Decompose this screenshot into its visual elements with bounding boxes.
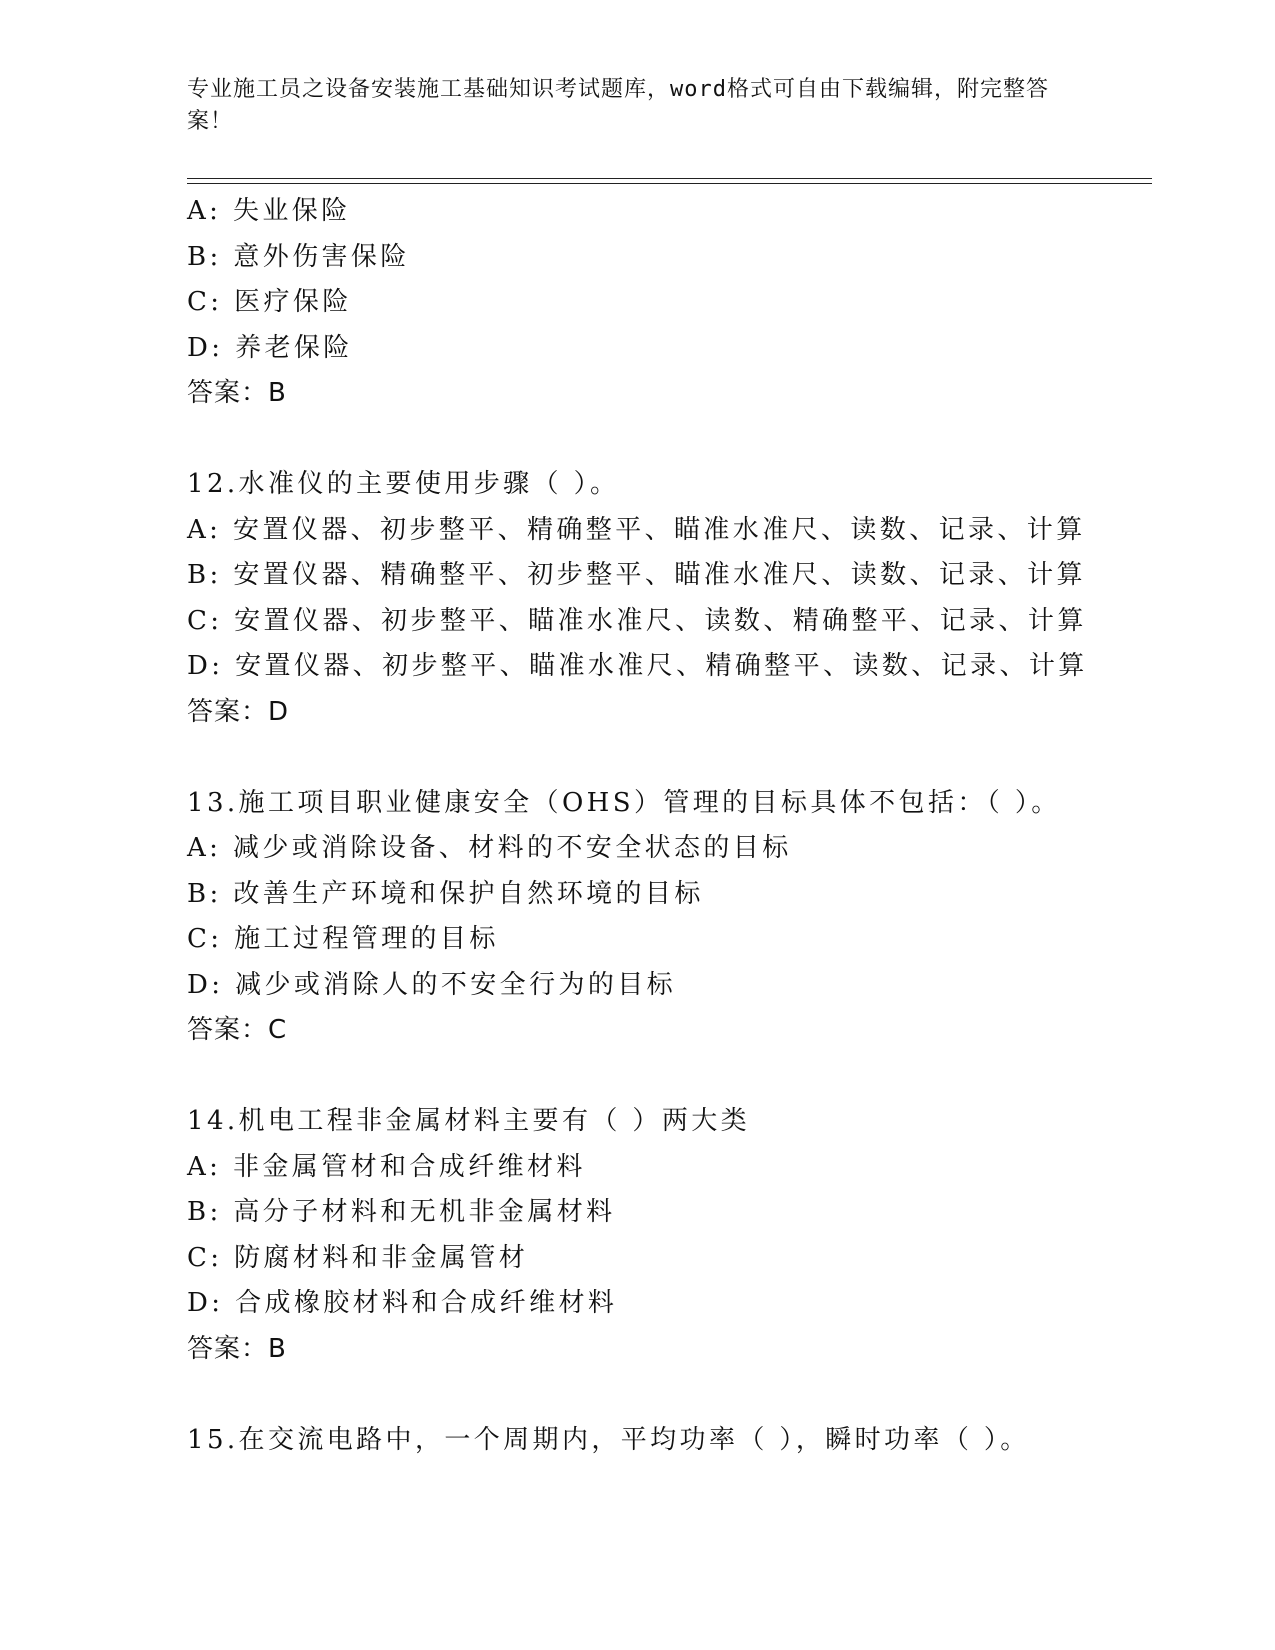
- question-block: [187, 781, 1187, 1054]
- option-b: B: 改善生产环境和保护自然环境的目标: [187, 878, 704, 909]
- question-list: [187, 189, 1187, 1463]
- question-block: [187, 189, 1187, 417]
- answer-line: 答案：C: [187, 1015, 288, 1045]
- answer-line: 答案：B: [187, 378, 287, 408]
- question-stem: 14.机电工程非金属材料主要有（ ）两大类: [187, 1106, 751, 1136]
- header-divider-top: [187, 178, 1152, 179]
- answer-line: 答案：B: [187, 1333, 287, 1364]
- option-c: C: 施工过程管理的目标: [187, 924, 499, 954]
- question-block: [187, 462, 1187, 735]
- header-divider-bottom: [187, 183, 1152, 184]
- question-block: [187, 1099, 1187, 1372]
- option-d: D: 养老保险: [187, 332, 353, 363]
- option-b: B: 意外伤害保险: [187, 241, 410, 272]
- option-c: C: 医疗保险: [187, 287, 352, 317]
- option-a: A: 减少或消除设备、材料的不安全状态的目标: [187, 833, 792, 863]
- option-d: D: 合成橡胶材料和合成纤维材料: [187, 1288, 618, 1318]
- question-stem: 15.在交流电路中，一个周期内，平均功率（ ），瞬时功率（ ）。: [187, 1424, 1030, 1455]
- question-stem: 12.水准仪的主要使用步骤（ ）。: [187, 469, 620, 499]
- option-c: C: 安置仪器、初步整平、瞄准水准尺、读数、精确整平、记录、计算: [187, 605, 1087, 636]
- question-block: [187, 1418, 1187, 1464]
- option-b: B: 高分子材料和无机非金属材料: [187, 1197, 616, 1227]
- option-a: A: 失业保险: [187, 196, 351, 226]
- option-a: A: 非金属管材和合成纤维材料: [187, 1151, 586, 1182]
- option-b: B: 安置仪器、精确整平、初步整平、瞄准水准尺、读数、记录、计算: [187, 560, 1086, 590]
- question-stem: 13.施工项目职业健康安全（OHS）管理的目标具体不包括：（ ）。: [187, 787, 1061, 818]
- option-d: D: 安置仪器、初步整平、瞄准水准尺、精确整平、读数、记录、计算: [187, 651, 1088, 681]
- option-d: D: 减少或消除人的不安全行为的目标: [187, 969, 677, 1000]
- answer-line: 答案：D: [187, 696, 290, 727]
- option-a: A: 安置仪器、初步整平、精确整平、瞄准水准尺、读数、记录、计算: [187, 514, 1086, 545]
- option-c: C: 防腐材料和非金属管材: [187, 1242, 529, 1273]
- document-header: 专业施工员之设备安装施工基础知识考试题库，word格式可自由下载编辑，附完整答案！: [187, 77, 1049, 134]
